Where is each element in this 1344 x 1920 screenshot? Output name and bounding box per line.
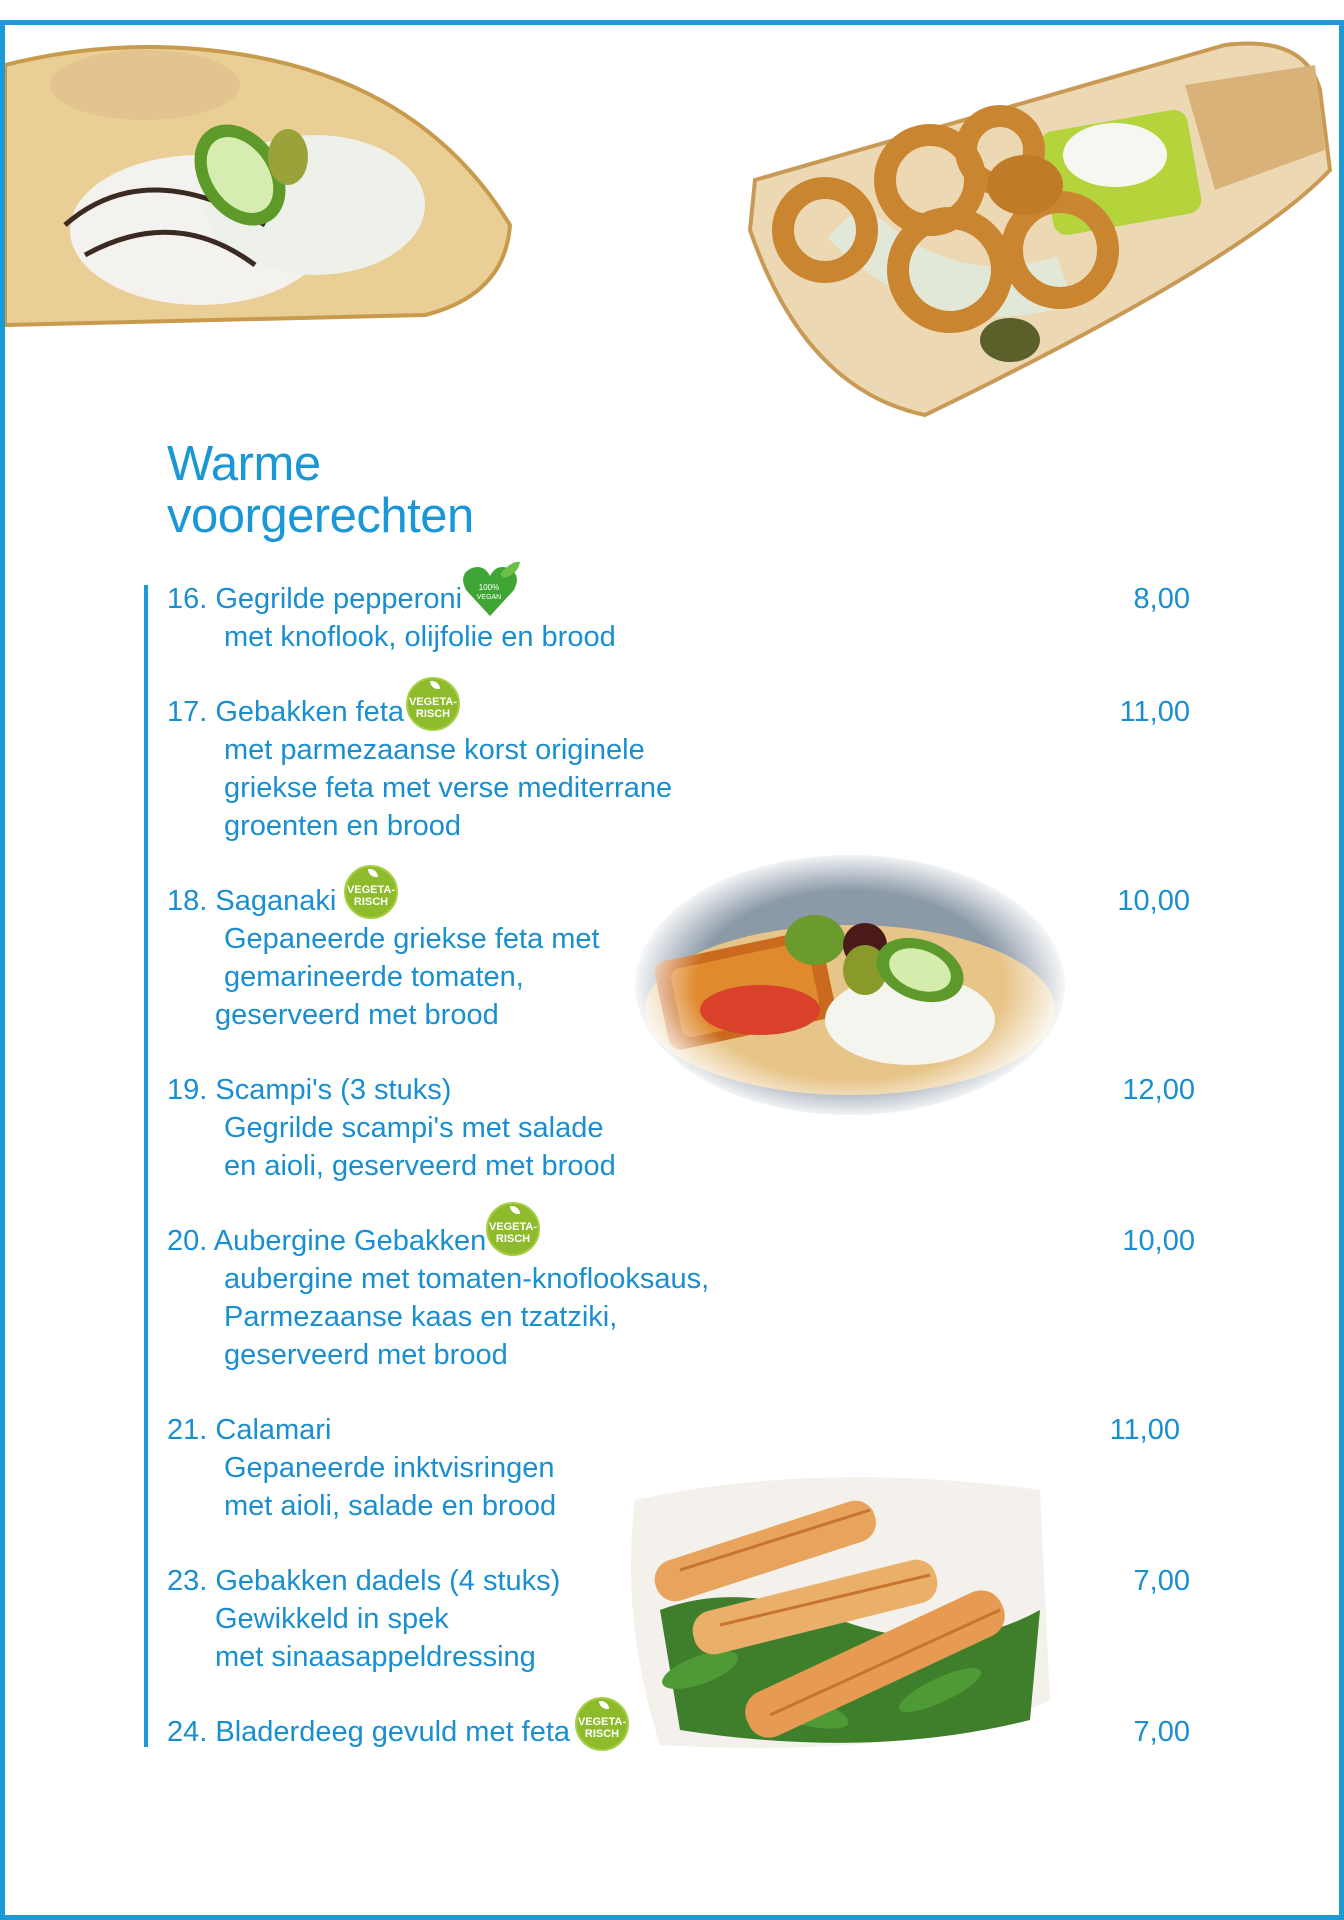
menu-item-description: Parmezaanse kaas en tzatziki, [224, 1301, 618, 1333]
menu-item-name: 24. Bladerdeeg gevuld met feta [167, 1716, 571, 1748]
section-heading [167, 438, 474, 542]
vegetarian-badge-line1: VEGETA- [577, 1716, 627, 1728]
vegetarian-badge-line2: RISCH [353, 896, 389, 908]
vegan-badge-icon [460, 560, 520, 620]
menu-item-20 [167, 1222, 1227, 1374]
menu-item-17 [167, 693, 1227, 845]
menu-item-description: groenten en brood [224, 810, 462, 842]
vertical-accent-rule [144, 585, 148, 1747]
vegetarian-badge-line1: VEGETA- [408, 696, 458, 708]
menu-item-description: aubergine met tomaten-knoflooksaus, [224, 1263, 710, 1295]
menu-item-name: 17. Gebakken feta [167, 696, 404, 728]
menu-item-description: geserveerd met brood [224, 1339, 508, 1371]
menu-item-name: 20. Aubergine Gebakken [167, 1225, 487, 1257]
menu-item-name: 18. Saganaki [167, 885, 337, 917]
menu-item-price: 11,00 [1119, 696, 1190, 728]
menu-item-description: met aioli, salade en brood [224, 1490, 557, 1522]
menu-item-price: 10,00 [1117, 885, 1190, 917]
section-heading-line2: voorgerechten [167, 489, 474, 543]
menu-item-16 [167, 580, 1227, 656]
menu-item-name: 19. Scampi's (3 stuks) [167, 1074, 452, 1106]
vegetarian-badge-line2: RISCH [584, 1728, 620, 1740]
vegetarian-badge-line2: RISCH [415, 708, 451, 720]
menu-item-name: 16. Gegrilde pepperoni [167, 583, 463, 615]
vegetarian-badge-line2: RISCH [495, 1233, 531, 1245]
menu-item-18 [167, 882, 1227, 1034]
vegan-badge-line2: VEGAN [476, 594, 502, 601]
menu-item-description: Gepaneerde inktvisringen [224, 1452, 555, 1484]
menu-item-description: geserveerd met brood [215, 999, 499, 1031]
menu-item-description: met parmezaanse korst originele [224, 734, 645, 766]
menu-item-description: gemarineerde tomaten, [224, 961, 524, 993]
menu-item-description: met knoflook, olijfolie en brood [224, 621, 616, 653]
menu-item-price: 7,00 [1133, 1565, 1190, 1597]
menu-item-description: Gegrilde scampi's met salade [224, 1112, 604, 1144]
menu-item-23 [167, 1562, 1227, 1676]
menu-item-description: Gewikkeld in spek [215, 1603, 449, 1635]
menu-item-name: 21. Calamari [167, 1414, 332, 1446]
vegan-badge-line1: 100% [478, 583, 500, 592]
menu-item-description: Gepaneerde griekse feta met [224, 923, 600, 955]
vegetarian-badge-icon [344, 865, 398, 919]
vegetarian-badge-icon [406, 677, 460, 731]
vegetarian-badge-line1: VEGETA- [488, 1221, 538, 1233]
menu-item-24 [167, 1713, 1227, 1751]
menu-item-name: 23. Gebakken dadels (4 stuks) [167, 1565, 561, 1597]
menu-item-price: 7,00 [1133, 1716, 1190, 1748]
menu-item-description: en aioli, geserveerd met brood [224, 1150, 616, 1182]
menu-item-price: 11,00 [1109, 1414, 1180, 1446]
tzatziki-plate-photo [5, 25, 515, 330]
menu-item-price: 8,00 [1133, 583, 1190, 615]
vegetarian-badge-icon [575, 1697, 629, 1751]
menu-item-21 [167, 1411, 1227, 1525]
vegetarian-badge-line1: VEGETA- [346, 884, 396, 896]
menu-item-description: griekse feta met verse mediterrane [224, 772, 673, 804]
vegetarian-badge-icon [486, 1202, 540, 1256]
menu-item-price: 12,00 [1122, 1074, 1195, 1106]
menu-item-19 [167, 1071, 1227, 1185]
section-heading-line1: Warme [167, 437, 321, 491]
menu-item-description: met sinaasappeldressing [215, 1641, 536, 1673]
calamari-plate-photo [745, 30, 1335, 425]
menu-item-price: 10,00 [1122, 1225, 1195, 1257]
